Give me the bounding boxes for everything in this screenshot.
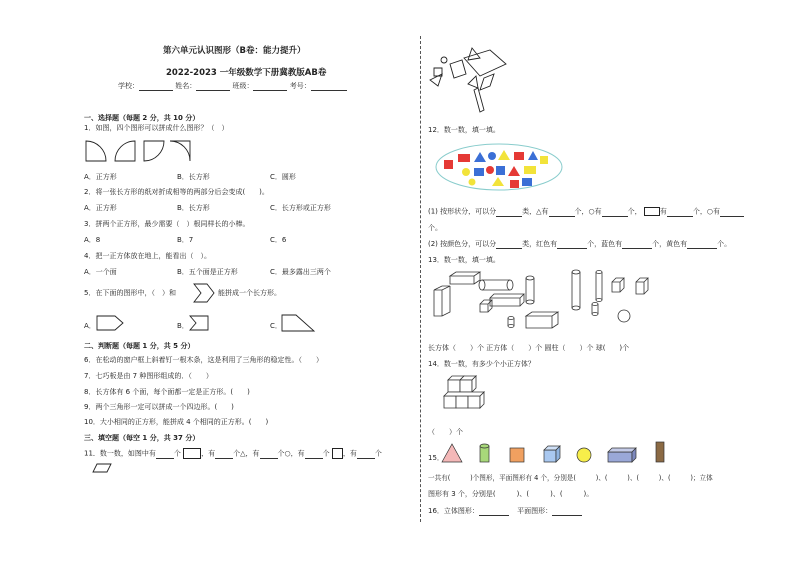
q13-cylinder-count[interactable]: 圆柱（ ）个 [544, 344, 594, 352]
blue-rectangle-2 [522, 178, 532, 186]
class-label: 班级： [232, 82, 254, 90]
q12-l2-t4: 个，黄色有 [652, 240, 688, 248]
id-label: 考号： [289, 82, 311, 90]
question-3: 3．拼两个正方形，最少需要（ ）根同样长的小棒。 [84, 220, 250, 228]
q12-shapes-ellipse [434, 142, 564, 192]
q15-shapes-row [440, 440, 680, 466]
q11-text-6: 个 [277, 449, 285, 458]
q16-plane-field[interactable] [552, 508, 582, 516]
question-5-start: 5．在下面的图形中，（ ）和 [84, 289, 176, 297]
q11-text-7: ，有 [290, 449, 305, 458]
solid-cube-b [636, 278, 648, 294]
q16-solid-label: 16．立体图形： [428, 507, 479, 515]
q11-text-8: 个 [322, 449, 330, 458]
solid-wide-box [526, 312, 558, 328]
question-5-end: 能拼成一个长方形。 [218, 289, 281, 297]
yellow-circle-shape [577, 448, 591, 462]
q2-option-a[interactable]: A．正方形 [84, 204, 117, 212]
q11-text-5: ，有 [245, 449, 260, 458]
yellow-triangle [498, 150, 510, 160]
q12-l1-t2: 类，△有 [522, 207, 549, 216]
yellow-circle-2 [469, 179, 476, 186]
quarter-circle-4 [170, 141, 190, 161]
red-square-2 [510, 180, 519, 188]
q13-sphere-count[interactable]: 球( )个 [595, 344, 630, 352]
blue-circle [488, 152, 496, 160]
q12-blank-5[interactable] [720, 209, 744, 217]
green-cylinder [480, 446, 489, 462]
question-14: 14．数一数，有多少个小正方体？ [428, 360, 535, 368]
q11-blank-1[interactable] [156, 451, 174, 459]
q13-solids-figure [428, 268, 684, 340]
q12-l2-t3: 个，蓝色有 [587, 240, 623, 248]
q5-option-c-shape [281, 314, 315, 332]
q1-option-c[interactable]: C．圆形 [270, 173, 296, 181]
q12-l1-t5: 有 [659, 207, 667, 216]
q15-line-1: 一共有( )个图形，平面图形有 4 个，分别是( )、( )、( )、( )；立体 [428, 474, 713, 482]
yellow-square [540, 156, 548, 164]
question-4: 4．把一正方体放在地上，能看出（ ）。 [84, 252, 211, 260]
question-2: 2．将一张长方形的纸对折成相等的两部分后会变成( )。 [84, 188, 269, 196]
figure-circle [441, 57, 447, 63]
question-6: 6．在松动的窗户框上斜着钉一根木条，这是利用了三角形的稳定性。（ ） [84, 356, 323, 364]
solid-cylinder-thin [596, 272, 602, 300]
red-rectangle-2 [514, 152, 524, 160]
q12-l1-t6: 个，○有 [692, 207, 720, 216]
q1-option-b[interactable]: B．长方形 [177, 173, 210, 181]
question-7: 7．七巧板是由 7 种图形组成的．（ ） [84, 372, 213, 380]
q13-answers [428, 344, 629, 353]
figure-rect-left [450, 60, 466, 78]
blue-cube-front [544, 450, 556, 462]
section-choice-heading: 一、选择题（每题 2 分，共 10 分） [84, 114, 200, 122]
blue-triangle [474, 152, 486, 162]
q13-cube-count[interactable]: 正方体（ ）个 [486, 344, 543, 352]
q12-line-2 [428, 240, 731, 249]
brown-rectangle [656, 442, 664, 462]
figure-leg [474, 88, 484, 112]
page-title: 第六单元认识图形（B卷：能力提升） [163, 46, 306, 56]
q3-option-a[interactable]: A．8 [84, 236, 101, 244]
blue-triangle-2 [528, 151, 538, 160]
q12-line-1-end: 个。 [428, 224, 442, 232]
student-info-row [118, 82, 347, 91]
q3-option-c[interactable]: C．6 [270, 236, 287, 244]
prism-top [608, 448, 636, 452]
q11-parallelogram-icon [92, 463, 112, 473]
red-circle [486, 166, 494, 174]
yellow-circle [462, 168, 470, 176]
q11-blank-2[interactable] [215, 451, 233, 459]
q13-cuboid-count[interactable]: 长方体（ ）个 [428, 344, 484, 352]
q11-text-10: 个 [374, 449, 382, 458]
q11-text-3: ，有 [201, 449, 216, 458]
red-rectangle [458, 154, 470, 162]
q16-plane-label: 平面图形： [517, 507, 553, 515]
figure-tri-mid [468, 76, 478, 88]
quarter-circles-figure [84, 139, 194, 163]
q11-text-9: ，有 [342, 449, 357, 458]
q5-option-b[interactable]: B． [177, 322, 189, 330]
q12-l2-t1: (2) 按颜色分，可以分 [428, 240, 497, 248]
page-subtitle: 2022-2023 一年级数学下册冀教版AB卷 [166, 68, 327, 78]
quarter-circle-3 [144, 141, 164, 161]
q5-reference-shape [193, 283, 215, 303]
q11-blank-4[interactable] [305, 451, 323, 459]
solid-flat-box [450, 272, 480, 284]
quarter-circle-2 [115, 141, 135, 161]
orange-square [510, 448, 524, 462]
q12-l2-t5: 个。 [717, 240, 732, 248]
q11-blank-5[interactable] [357, 451, 375, 459]
q15-line-2: 图形有 3 个，分别是( )、( )、( )。 [428, 490, 594, 498]
blue-square [496, 166, 505, 175]
q11-circle-icon: ○ [284, 449, 291, 458]
solid-long-box [490, 294, 524, 306]
q12-blank-7[interactable] [557, 241, 587, 249]
class-field[interactable] [253, 83, 287, 91]
question-12: 12．数一数，填一填。 [428, 126, 500, 134]
id-field[interactable] [311, 83, 347, 91]
solid-cylinder-horizontal [482, 280, 510, 290]
q11-triangle-icon: △ [240, 449, 246, 458]
q12-blank-2[interactable] [549, 209, 575, 217]
column-divider [420, 36, 421, 522]
section-fill-heading: 三、填空题（每空 1 分，共 37 分） [84, 434, 200, 442]
q4-option-c[interactable]: C．最多露出三两个 [270, 268, 331, 276]
q4-option-b[interactable]: B．五个面是正方形 [177, 268, 238, 276]
q1-option-a[interactable]: A．正方形 [84, 173, 117, 181]
q2-option-b[interactable]: B．长方形 [177, 204, 210, 212]
question-9: 9．两个三角形一定可以拼成一个四边形。( ) [84, 403, 234, 411]
question-10: 10．大小相同的正方形，能拼成 4 个相同的正方形。( ) [84, 418, 269, 426]
q11-blank-3[interactable] [260, 451, 278, 459]
q16-solid-field[interactable] [479, 508, 509, 516]
solid-cylinder-tall [572, 272, 580, 308]
question-11 [84, 448, 382, 459]
question-1: 1．如图，四个图形可以拼成什么图形？（ ） [84, 124, 229, 132]
q12-blank-1[interactable] [496, 209, 522, 217]
school-label: 学校： [118, 82, 139, 90]
question-8: 8．长方体有 6 个面，每个面都一定是正方形。( ) [84, 388, 250, 396]
red-square [444, 160, 453, 169]
pink-triangle [442, 444, 462, 462]
q12-line-1 [428, 207, 744, 217]
section-judge-heading: 二、判断题（每题 1 分，共 5 分） [84, 342, 195, 350]
q11-text-1: 11．数一数，如图中有 [84, 449, 156, 458]
q14-answer[interactable]: （ ）个 [428, 428, 463, 436]
q12-blank-9[interactable] [687, 241, 717, 249]
prism-front [608, 452, 632, 462]
yellow-triangle-2 [492, 177, 504, 186]
quarter-circle-1 [86, 141, 106, 161]
q12-l1-t3: 个，○有 [574, 207, 602, 216]
question-13: 13．数一数，填一填。 [428, 256, 500, 264]
q12-l2-t2: 类，红色有 [522, 240, 558, 248]
blue-rectangle [474, 168, 484, 176]
q14-cube-stack [438, 374, 498, 416]
solid-tall-box [434, 286, 450, 316]
q12-blank-8[interactable] [622, 241, 652, 249]
red-triangle [508, 166, 520, 176]
question-15-label: 15． [428, 454, 444, 462]
q11-text-4: 个 [233, 449, 241, 458]
q12-blank-3[interactable] [602, 209, 628, 217]
q11-rectangle-icon [183, 448, 201, 459]
q5-option-a[interactable]: A． [84, 322, 96, 330]
q5-option-a-shape [96, 315, 124, 331]
name-label: 姓名： [175, 82, 197, 90]
figure-para-right [480, 74, 494, 90]
school-field[interactable] [139, 83, 173, 91]
q12-l1-t4: 个， [627, 207, 642, 216]
q3-option-b[interactable]: B．7 [177, 236, 194, 244]
q12-l1-t1: (1) 按形状分，可以分 [428, 207, 497, 216]
q12-blank-4[interactable] [667, 209, 693, 217]
name-field[interactable] [196, 83, 230, 91]
q5-option-c[interactable]: C． [270, 322, 282, 330]
solid-cylinder-vertical [526, 278, 534, 302]
solid-cube-a [612, 278, 624, 292]
q4-option-a[interactable]: A．一个面 [84, 268, 117, 276]
q5-option-b-shape [189, 315, 209, 331]
yellow-rectangle [524, 166, 536, 174]
q11-text-2: 个 [173, 449, 181, 458]
q11-composite-figure [428, 46, 510, 112]
q12-rectangle-icon [644, 207, 660, 216]
q2-option-c[interactable]: C．长方形或正方形 [270, 204, 331, 212]
green-cylinder-top [480, 444, 489, 448]
question-16 [428, 507, 582, 516]
solid-sphere [618, 310, 630, 322]
q11-square-icon [332, 448, 343, 459]
q12-blank-6[interactable] [496, 241, 522, 249]
